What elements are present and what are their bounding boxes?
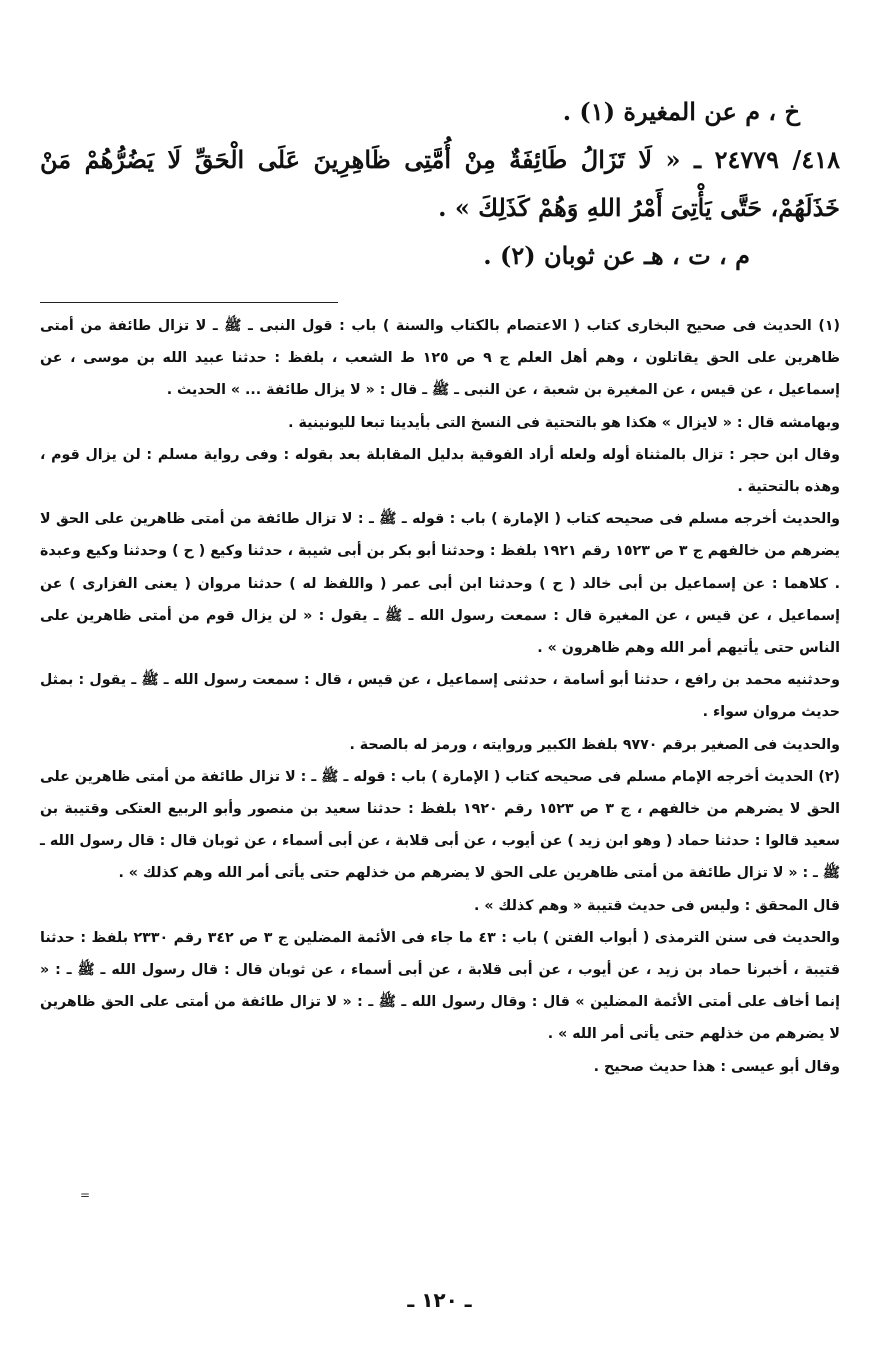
footnotes-section bbox=[40, 310, 840, 1083]
footnote-1-paragraph-5: وحدثنيه محمد بن رافع ، حدثنا أبو أسامة ، حدثنى إسماعيل ، عن قيس ، قال : سمعت رسول الله ـ ﷺ ـ يقول : بمثل حديث مروان سواء . bbox=[40, 672, 840, 721]
footnote-2-paragraph-4: وقال أبو عيسى : هذا حديث صحيح . bbox=[593, 1058, 840, 1075]
footnote-2-paragraph-2: قال المحقق : وليس فى حديث قتيبة « وهم كذلك » . bbox=[473, 897, 840, 914]
source-line-1: خ ، م عن المغيرة (١) . bbox=[562, 97, 800, 126]
footnote-2-paragraph-3: والحديث فى سنن الترمذى ( أبواب الفتن ) باب : ٤٣ ما جاء فى الأئمة المضلين ج ٣ ص ٣٤٢ رقم ٢٣٣٠ بلفظ : حدثنا قتيبة ، أخبرنا حماد بن زيد ، عن أيوب ، عن أبى قلابة ، عن أبى أسماء ، عن ثوبان قال : قال رسول الله ـ ﷺ ـ : « إنما أخاف على أمتى الأئمة المضلين » قال : وقال رسول الله ـ ﷺ ـ : « لا تزال طائفة من أمتى على الحق ظاهرين لا يضرهم من خذلهم حتى يأتى أمر الله » . bbox=[40, 929, 840, 1043]
footnote-separator bbox=[40, 302, 338, 303]
footnote-1-paragraph-1: (١) الحديث فى صحيح البخارى كتاب ( الاعتصام بالكتاب والسنة ) باب : قول النبى ـ ﷺ ـ لا تزال طائفة من أمتى ظاهرين على الحق يقاتلون ، وهم أهل العلم ج ٩ ص ١٢٥ ط الشعب ، بلفظ : حدثنا عبيد الله بن موسى ، عن إسماعيل ، عن قيس ، عن المغيرة بن شعبة ، عن النبى ـ ﷺ ـ قال : « لا يزال طائفة ... » الحديث . bbox=[40, 318, 840, 399]
main-text-block bbox=[40, 88, 840, 280]
source-line-2: م ، ت ، هـ عن ثوبان (٢) . bbox=[483, 241, 750, 270]
footnote-1-paragraph-6: والحديث فى الصغير برقم ٩٧٧٠ بلفظ الكبير وروايته ، ورمز له بالصحة . bbox=[349, 736, 840, 753]
footnote-2-paragraph-1: (٢) الحديث أخرجه الإمام مسلم فى صحيحه كتاب ( الإمارة ) باب : قوله ـ ﷺ ـ : لا تزال طائفة من أمتى ظاهرين على الحق لا يضرهم من خالفهم ، ج ٣ ص ١٥٢٣ رقم ١٩٢٠ بلفظ : حدثنا سعيد بن منصور وأبو الربيع العتكى وقتيبة بن سعيد قالوا : حدثنا حماد ( وهو ابن زيد ) عن أيوب ، عن أبى قلابة ، عن أبى أسماء ، عن ثوبان قال : قال رسول الله ـ ﷺ ـ : « لا تزال طائفة من أمتى ظاهرين على الحق لا يضرهم من خذلهم حتى يأتى أمر الله وهم كذلك » . bbox=[40, 768, 841, 882]
page-number: ـ ١٢٠ ـ bbox=[407, 1288, 472, 1312]
footnote-1-paragraph-4: والحديث أخرجه مسلم فى صحيحه كتاب ( الإمارة ) باب : قوله ـ ﷺ ـ : لا تزال طائفة من أمتى ظاهرين على الحق لا يضرهم من خالفهم ج ٣ ص ١٥٢٣ رقم ١٩٢١ بلفظ : وحدثنا أبو بكر بن أبى شيبة ، حدثنا وكيع ( ح ) وحدثنا وكيع وعبدة . كلاهما : عن إسماعيل بن أبى خالد ( ح ) وحدثنا ابن أبى عمر ( واللفظ له ) حدثنا مروان ( يعنى الفزارى ) عن إسماعيل ، عن قيس ، عن المغيرة قال : سمعت رسول الله ـ ﷺ ـ يقول : « لن يزال قوم من أمتى ظاهرين على الناس حتى يأتيهم أمر الله وهم ظاهرون » . bbox=[40, 511, 840, 657]
stray-mark: = bbox=[80, 1188, 91, 1202]
footnote-1-paragraph-3: وقال ابن حجر : تزال بالمثناة أوله ولعله أراد الفوقية بدليل المقابلة بعد بقوله : وفى رواية مسلم : لن يزال قوم ، وهذه بالتحتية . bbox=[40, 446, 840, 496]
hadith-text: ٤١٨/ ٢٤٧٧٩ ـ « لَا تَزَالُ طَائِفَةٌ مِنْ أُمَّتِى ظَاهِرِينَ عَلَى الْحَقِّ لَا يَضُرُّهُمْ مَنْ خَذَلَهُمْ، حَتَّى يَأْتِىَ أَمْرُ اللهِ وَهُمْ كَذَلِكَ » . bbox=[40, 145, 840, 222]
footnote-1-paragraph-2: وبهامشه قال : « لايزال » هكذا هو بالتحتية فى النسخ التى بأيدينا تبعا لليونينية . bbox=[288, 414, 840, 431]
